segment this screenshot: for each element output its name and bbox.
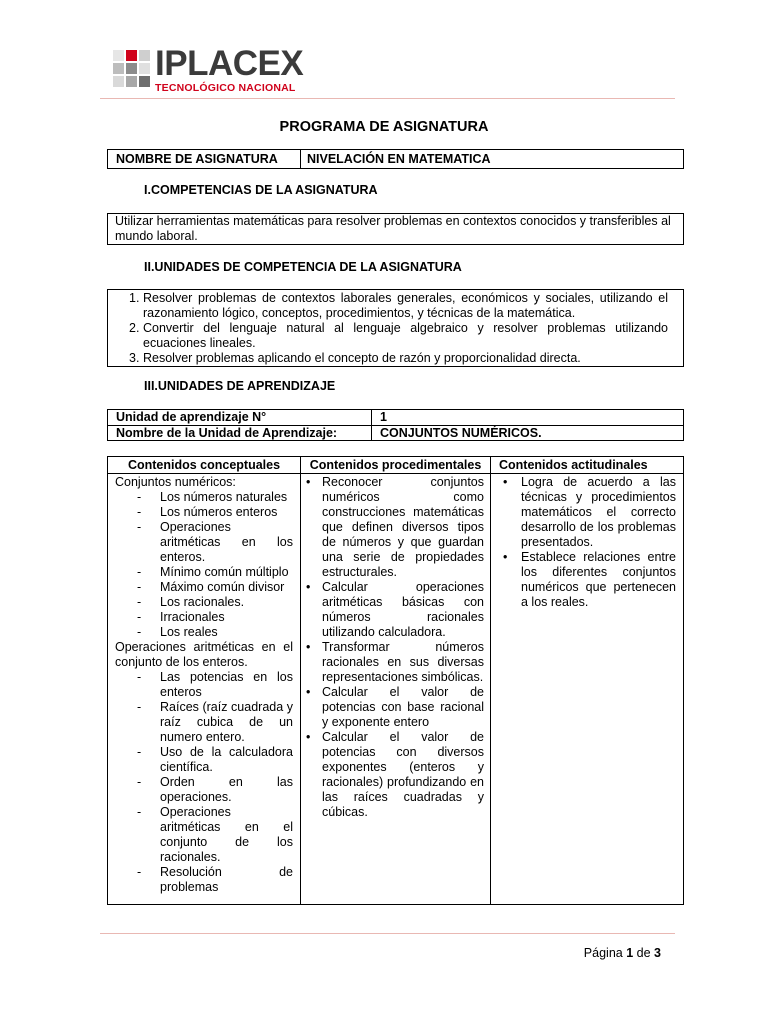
list-item: - Irracionales [137,610,225,624]
list-item: - Mínimo común múltiplo [137,565,289,579]
iplacex-logo [113,44,353,98]
subject-value: NIVELACIÓN EN MATEMATICA [307,152,491,166]
logo-squares-icon [113,50,153,90]
logo-text: IPLACEX [155,44,304,83]
conceptual-intro-1: Conjuntos numéricos: [115,475,236,489]
unit-number-value: 1 [380,410,387,424]
logo-subtitle: TECNOLÓGICO NACIONAL [155,82,296,94]
list-item: • Reconocer conjuntos numéricos como construcciones matemáticas que definen diversos tipos de números y que guardan una serie de propiedades estructurales. [306,475,484,579]
footer-divider [100,933,675,934]
procedimental-column [301,457,490,820]
list-item: - Las potencias en los enteros [137,670,293,699]
unit-number-label: Unidad de aprendizaje N° [116,410,267,424]
list-item: • Establece relaciones entre los diferentes conjuntos numéricos que pertenecen a los reales. [503,550,676,609]
contenidos-table [107,456,684,905]
conceptual-column [108,457,300,895]
header-divider [100,98,675,99]
list-item: - Raíces (raíz cuadrada y raíz cubica de un numero entero. [137,700,293,744]
of-word: de [636,946,651,960]
page-number [584,946,661,961]
list-item: - Máximo común divisor [137,580,285,594]
competencias-text: Utilizar herramientas matemáticas para resolver problemas en contextos conocidos y transferibles al mundo laboral. [115,214,671,243]
page-total: 3 [654,946,661,960]
list-item: • Transformar números racionales en sus diversas representaciones simbólicas. [306,640,484,684]
competencias-heading: I.COMPETENCIAS DE LA ASIGNATURA [144,183,378,197]
list-item: - Los reales [137,625,218,639]
list-item: 1. Resolver problemas de contextos laborales generales, económicos y sociales, utilizando el razonamiento lógico, conceptos, procedimientos, y técnicas de la matemática. [129,291,668,320]
subject-table [107,149,684,169]
conceptual-content [108,473,300,895]
list-item: • Logra de acuerdo a las técnicas y procedimientos matemáticos el correcto desarrollo de los problemas presentados. [503,475,676,549]
unidades-aprendizaje-heading: III.UNIDADES DE APRENDIZAJE [144,379,336,393]
unit-name-value: CONJUNTOS NUMÉRICOS. [380,426,542,440]
list-item: - Los números naturales [137,490,288,504]
list-item: - Los números enteros [137,505,278,519]
unidades-competencia-list [110,291,668,366]
list-item: - Orden en las operaciones. [137,775,293,804]
actitudinal-header: Contenidos actitudinales [499,458,648,472]
list-item: 3. Resolver problemas aplicando el concepto de razón y proporcionalidad directa. [129,351,581,365]
page-current: 1 [626,946,634,960]
list-item: • Calcular el valor de potencias con diversos exponentes (enteros y racionales) profundizando en las raíces cuadradas y cúbicas. [306,730,484,819]
list-item: - Resolución de problemas [137,865,293,894]
list-item: - Operaciones aritméticas en el conjunto de los racionales. [137,805,293,864]
conceptual-header: Contenidos conceptuales [127,458,281,472]
list-item: - Operaciones aritméticas en los enteros. [137,520,293,564]
actitudinal-column [491,457,683,610]
subject-label: NOMBRE DE ASIGNATURA [116,152,278,166]
unit-info-table [107,409,684,441]
page-title: PROGRAMA DE ASIGNATURA [279,119,489,135]
list-item: 2. Convertir del lenguaje natural al lenguaje algebraico y resolver problemas utilizando ecuaciones lineales. [129,321,668,350]
page-word: Página [583,946,623,960]
actitudinal-content [491,473,683,610]
unidades-competencia-heading: II.UNIDADES DE COMPETENCIA DE LA ASIGNATURA [144,260,462,274]
unit-name-label: Nombre de la Unidad de Aprendizaje: [116,426,338,440]
list-item: • Calcular operaciones aritméticas básicas con números racionales utilizando calculadora. [306,580,484,639]
procedimental-header: Contenidos procedimentales [309,458,482,472]
unidades-competencia-box [107,289,684,367]
conceptual-intro-2: Operaciones aritméticas en el conjunto de los enteros. [115,640,293,669]
competencias-box [107,213,684,245]
list-item: • Calcular el valor de potencias con base racional y exponente entero [306,685,484,729]
list-item: - Uso de la calculadora científica. [137,745,293,774]
procedimental-content [301,473,490,820]
list-item: - Los racionales. [137,595,245,609]
